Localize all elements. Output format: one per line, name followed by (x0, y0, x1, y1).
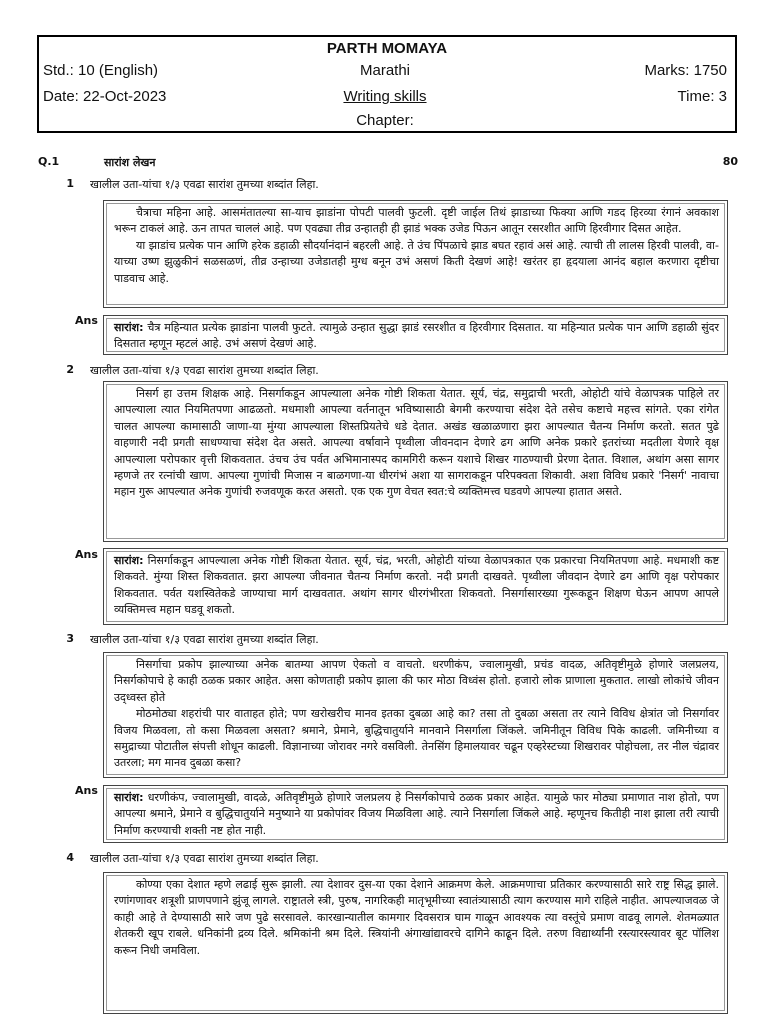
chapter-label: Chapter: (356, 112, 414, 129)
summary-prefix: सारांश: (114, 554, 144, 567)
answer-box-2 (103, 548, 728, 625)
passage-paragraph: कोण्या एका देशात म्हणे लढाई सुरू झाली. त्या देशावर दुस-या एका देशाने आक्रमण केले. आक्रमणाचा प्रतिकार करण्यासाठी सारे राष्ट्र सिद्ध झाले. रणांगणावर शत्रूशी प्राणपणाने झुंजू लागले. राष्ट्रातले स्त्री, पुरुष, नागरिकही मातृभूमीच्या स्वातंत्र्यासाठी त्याग करण्यास मागे राहिले नाहीत. आपल्याजवळ जे काही आहे ते देण्यासाठी सारे जण पुढे सरसावले. कारखान्यातील कामगार दिवसरात्र घाम गाळून आवश्यक त्या वस्तूंचे प्रमाण वाढवू लागले. शेतमळ्यात शेतकरी खूप राबले. धनिकांनी द्रव्य दिले. श्रमिकांनी श्रम दिले. स्त्रियांनी अंगाखांद्यावरचे दागिने काढून दिले. तरुण विद्यार्थ्यांनी रस्त्यारस्त्यावर बूट पॉलिश करून निधी जमविला. (114, 878, 719, 957)
subject-label: Marathi (359, 62, 411, 79)
answer-text (114, 320, 719, 353)
header-box (37, 35, 737, 133)
section-number: Q.1 (38, 155, 60, 168)
section-title: सारांश लेखन (104, 156, 156, 169)
passage-box-2 (103, 381, 728, 542)
question-instruction: खालील उता-यांचा १/३ एवढा सारांश तुमच्या शब्दांत लिहा. (90, 364, 319, 377)
answer-label: Ans (75, 784, 98, 797)
passage-paragraph: मोठमोठ्या शहरांची पार वाताहत होते; पण खरोखरीच मानव इतका दुबळा आहे का? तसा तो दुबळा असता तर त्याने विविध क्षेत्रांत जो निसर्गावर विजय मिळवला, तो कसा मिळवला असता? श्रमाने, प्रेमाने, बुद्धिचातुर्याने मानवाने निसर्गाला जिंकले. जमिनीतून विविध पिके काढली. जमिनीच्या व समुद्राच्या पोटातील संपत्ती शोधून काढली. विज्ञानाच्या जोरावर नगरे वसविली. तेनसिंग हिमालयावर चढून एव्हरेस्टच्या शिखरावर पोहोचला, तर नील चंद्रावर उतरला; मग मानव दुबळा कसा? (114, 707, 719, 770)
answer-box-1 (103, 315, 728, 355)
question-number: 1 (66, 177, 74, 190)
passage-box-3 (103, 652, 728, 778)
answer-body: चैत्र महिन्यात प्रत्येक झाडांना पालवी फुटते. त्यामुळे उन्हात सुद्धा झाडं रसरशीत व हिरवीगार दिसतात. या महिन्यात प्रत्येक पान आणि डहाळी सुंदर दिसतात म्हणून म्हटलं आहे. उभं असणं देखणं आहे. (114, 321, 719, 351)
answer-body: धरणीकंप, ज्वालामुखी, वादळे, अतिवृष्टीमुळे होणारे जलप्रलय हे निसर्गकोपाचे ठळक प्रकार आहेत. यामुळे फार मोठ्या प्रमाणात नाश होतो, पण आपल्या श्रमाने, प्रेमाने व बुद्धिचातुर्याने मनुष्याने या प्रकोपांवर विजय मिळविला आहे. त्याने निसर्गाला जिंकले आहे. म्हणूनच कितीही नाश झाला तरी त्याची निर्माण करण्याची शक्ती नष्ट होत नाही. (114, 791, 720, 837)
question-instruction: खालील उता-यांचा १/३ एवढा सारांश तुमच्या शब्दांत लिहा. (90, 852, 319, 865)
header-row-1 (43, 62, 727, 82)
passage-box-1 (103, 200, 728, 308)
question-instruction: खालील उता-यांचा १/३ एवढा सारांश तुमच्या शब्दांत लिहा. (90, 633, 319, 646)
marks-label: Marks: 1750 (644, 62, 727, 79)
topic-label: Writing skills (343, 88, 427, 105)
header-row-3 (43, 112, 727, 132)
time-label: Time: 3 (677, 88, 727, 105)
section-marks: 80 (722, 155, 738, 168)
student-name: PARTH MOMAYA (326, 40, 448, 57)
summary-prefix: सारांश: (114, 791, 144, 804)
question-instruction: खालील उता-यांचा १/३ एवढा सारांश तुमच्या शब्दांत लिहा. (90, 178, 319, 191)
question-number: 4 (66, 851, 74, 864)
date-label: Date: 22-Oct-2023 (43, 88, 167, 105)
passage-box-4 (103, 872, 728, 1014)
passage-paragraph: निसर्गाचा प्रकोप झाल्याच्या अनेक बातम्या आपण ऐकतो व वाचतो. धरणीकंप, ज्वालामुखी, प्रचंड वादळ, अतिवृष्टीमुळे होणारे जलप्रलय, निसर्गकोपाचे हे काही ठळक प्रकार आहेत. असा कोणताही प्रकोप झाला की फार मोठा विध्वंस होतो. हजारो लोक प्राणाला मुकतात. लाखो लोकांचे जीवन उद्ध्वस्त होते (114, 658, 719, 704)
answer-text (114, 790, 719, 839)
header-row-2 (43, 88, 727, 108)
question-number: 2 (66, 363, 74, 376)
answer-body: निसर्गाकडून आपल्याला अनेक गोष्टी शिकता येतात. सूर्य, चंद्र, भरती, ओहोटी यांच्या वेळापत्रकात एक प्रकारचा नियमितपणा आहे. मधमाशी कष्ट शिकवते. मुंग्या शिस्त शिकवतात. झरा आपल्या जीवनात चैतन्य निर्माण करतो. नदी प्रगती दाखवते. पृथ्वीला जीवदान देणारे ढग आणि वृक्ष परोपकार शिकवतात. पर्वत यशस्वितेकडे जाण्याचा मार्ग दाखवतात. अथांग सागर धीरगंभीरता शिकवतो. निसर्गासारख्या गुरूकडून शिक्षण घेऊन आपण आपले व्यक्तिमत्त्व महान घडवू शकतो. (114, 554, 719, 617)
answer-text (114, 553, 719, 619)
summary-prefix: सारांश: (114, 321, 144, 334)
passage-paragraph: या झाडांच प्रत्येक पान आणि हरेक डहाळी सौदर्यानंदानं बहरली आहे. ते उंच पिंपळाचे झाड बघत रहावं असं आहे. त्याची ती लालस हिरवी पालवी, वा-याच्या उष्ण झुळुकीनं सळसळणं, तीव्र उन्हाच्या उजेडातही मुग्ध बनून उभं असणं किती देखणं आहे! खरंतर हा हृदयाला आनंद बहाल करणारा दृष्टीचा पाडवाच आहे. (114, 238, 719, 285)
question-number: 3 (66, 632, 74, 645)
answer-label: Ans (75, 548, 98, 561)
passage-paragraph: चैत्राचा महिना आहे. आसमंतातल्या सा-याच झाडांना पोपटी पालवी फुटली. दृष्टी जाईल तिथं झाडाच्या फिक्या आणि गडद हिरव्या रंगानं अवकाश भरून टाकलं आहे. ऊन तापत चाललं आहे. पण एवढ्या तीव्र उन्हातही ही झाडं भक्क उजेड पिऊन आतून रसरशीत आणि हिरवीगार दिसत आहेत. (114, 206, 719, 236)
answer-label: Ans (75, 314, 98, 327)
passage-paragraph: निसर्ग हा उत्तम शिक्षक आहे. निसर्गाकडून आपल्याला अनेक गोष्टी शिकता येतात. सूर्य, चंद्र, समुद्राची भरती, ओहोटी यांचे वेळापत्रक पाहिले तर आपल्याला त्यात नियमितपणा आढळतो. मधमाशी आपल्या वर्तनातून भविष्यासाठी बेगमी करण्याचा संदेश देते तसेच कष्टाचे महत्त्व सांगते. एका रांगेत चालत आपल्या कामासाठी जाणा-या मुंग्या आपल्याला शिस्तप्रियतेचे धडे देतात. अखंड खळाळणारा झरा आपल्यात चैतन्य निर्माण करतो. सतत पुढे वाहणारी नदी प्रगती साधण्याचा संदेश देत असते. आपल्या वर्षावाने पृथ्वीला जीवनदान देणारे ढग आणि अनेक प्रकारे इतरांच्या मदतीला येणारे वृक्ष आपल्याला परोपकार वृत्ती शिकवतात. उंचच उंच पर्वत अभिमानास्पद कामगिरी करून यशाचे शिखर गाठण्याची प्रेरणा देतात. विशाल, अथांग असा सागर म्हणजे तर रत्नांची खाण. आपल्या गुणांची मिजास न बाळगणा-या धीरगंभं अशा या सागराकडून परिपक्वता शिकावी. अशा विविध प्रकारे 'निसर्ग' नावाचा महान गुरू आपल्यात अनेक गुणांची रुजवणूक करत असतो. एक एक गुण वेचत स्वत:चे व्यक्तिमत्त्व घडवणे आपल्या हातात असते. (114, 387, 719, 499)
answer-box-3 (103, 785, 728, 843)
section-heading (38, 155, 738, 171)
std-label: Std.: 10 (English) (43, 62, 159, 79)
